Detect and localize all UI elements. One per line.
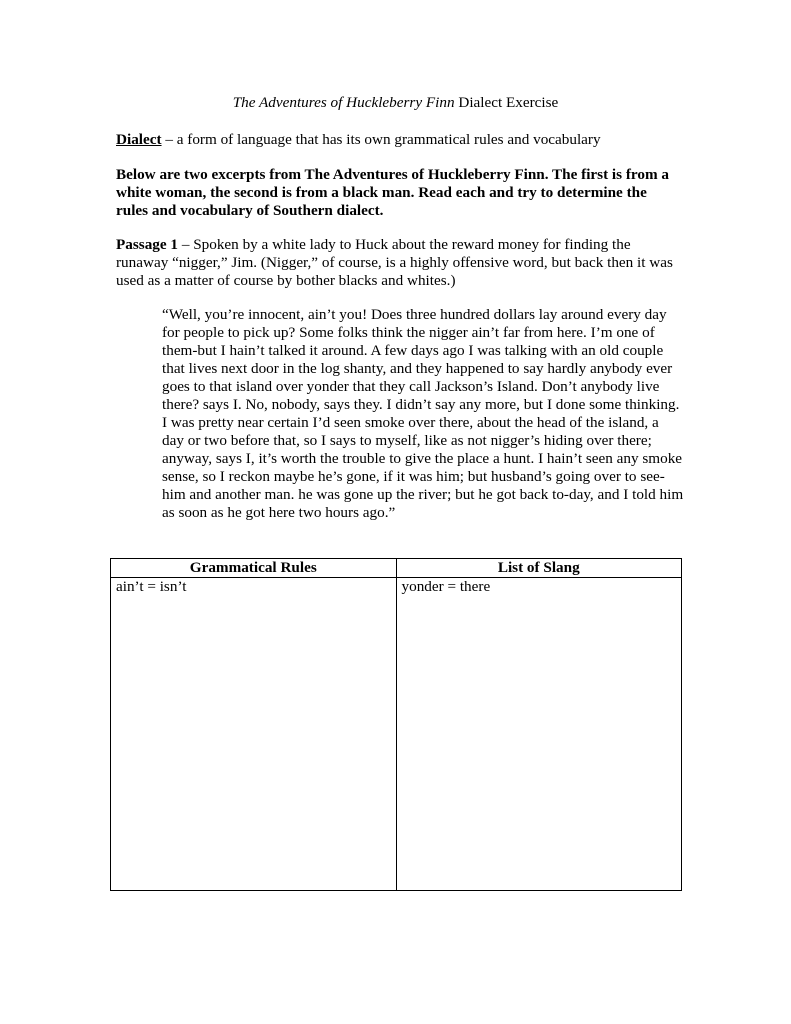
definition-text: – a form of language that has its own grammatical rules and vocabulary [161, 131, 601, 148]
header-list-of-slang: List of Slang [396, 559, 682, 578]
page-title [0, 94, 791, 112]
dialect-definition [116, 131, 696, 149]
passage-1-intro [116, 236, 682, 290]
passage-1-quote: “Well, you’re innocent, ain’t you! Does three hundred dollars lay around every day for people to pick up? Some folks think the nigger ain’t far from here. I’m one of them-but I hain’t talked it around. A few days ago I was talking with an old couple that lives next door in the log shanty, and they happened to say hardly anybody ever goes to that island over yonder that they call Jackson’s Island. Don’t anybody live there? says I. No, nobody, says they. I didn’t say any more, but I done some thinking. I was pretty near certain I’d seen smoke over there, about the head of the island, a day or two before that, so I says to myself, like as not nigger’s hiding over there; anyway, says I, it’s worth the trouble to give the place a hunt. I hain’t seen any smoke sense, so I reckon maybe he’s gone, if it was him; but husband’s going over to see-him and another man. he was gone up the river; but he got back to-day, and I told him as soon as he got here two hours ago.” [162, 306, 684, 521]
grammatical-rules-cell[interactable]: ain’t = isn’t [111, 578, 397, 891]
instructions: Below are two excerpts from The Adventures of Huckleberry Finn. The first is from a white woman, the second is from a black man. Read each and try to determine the rules and vocabulary of Southern dialect. [116, 166, 670, 219]
title-suffix: Dialect Exercise [454, 94, 559, 111]
dialect-table [110, 558, 682, 891]
passage-1-label: Passage 1 [116, 236, 179, 253]
passage-1-description: – Spoken by a white lady to Huck about the reward money for finding the runaway “nigger,” Jim. (Nigger,” of course, is a highly offensive word, but back then it was used as a matter of course by bother blacks and whites.) [116, 236, 673, 289]
definition-term: Dialect [116, 131, 162, 148]
table-header-row [111, 559, 682, 578]
table-row [111, 578, 682, 891]
header-grammatical-rules: Grammatical Rules [111, 559, 397, 578]
book-title: The Adventures of Huckleberry Finn [232, 94, 455, 111]
slang-list-cell[interactable]: yonder = there [396, 578, 682, 891]
